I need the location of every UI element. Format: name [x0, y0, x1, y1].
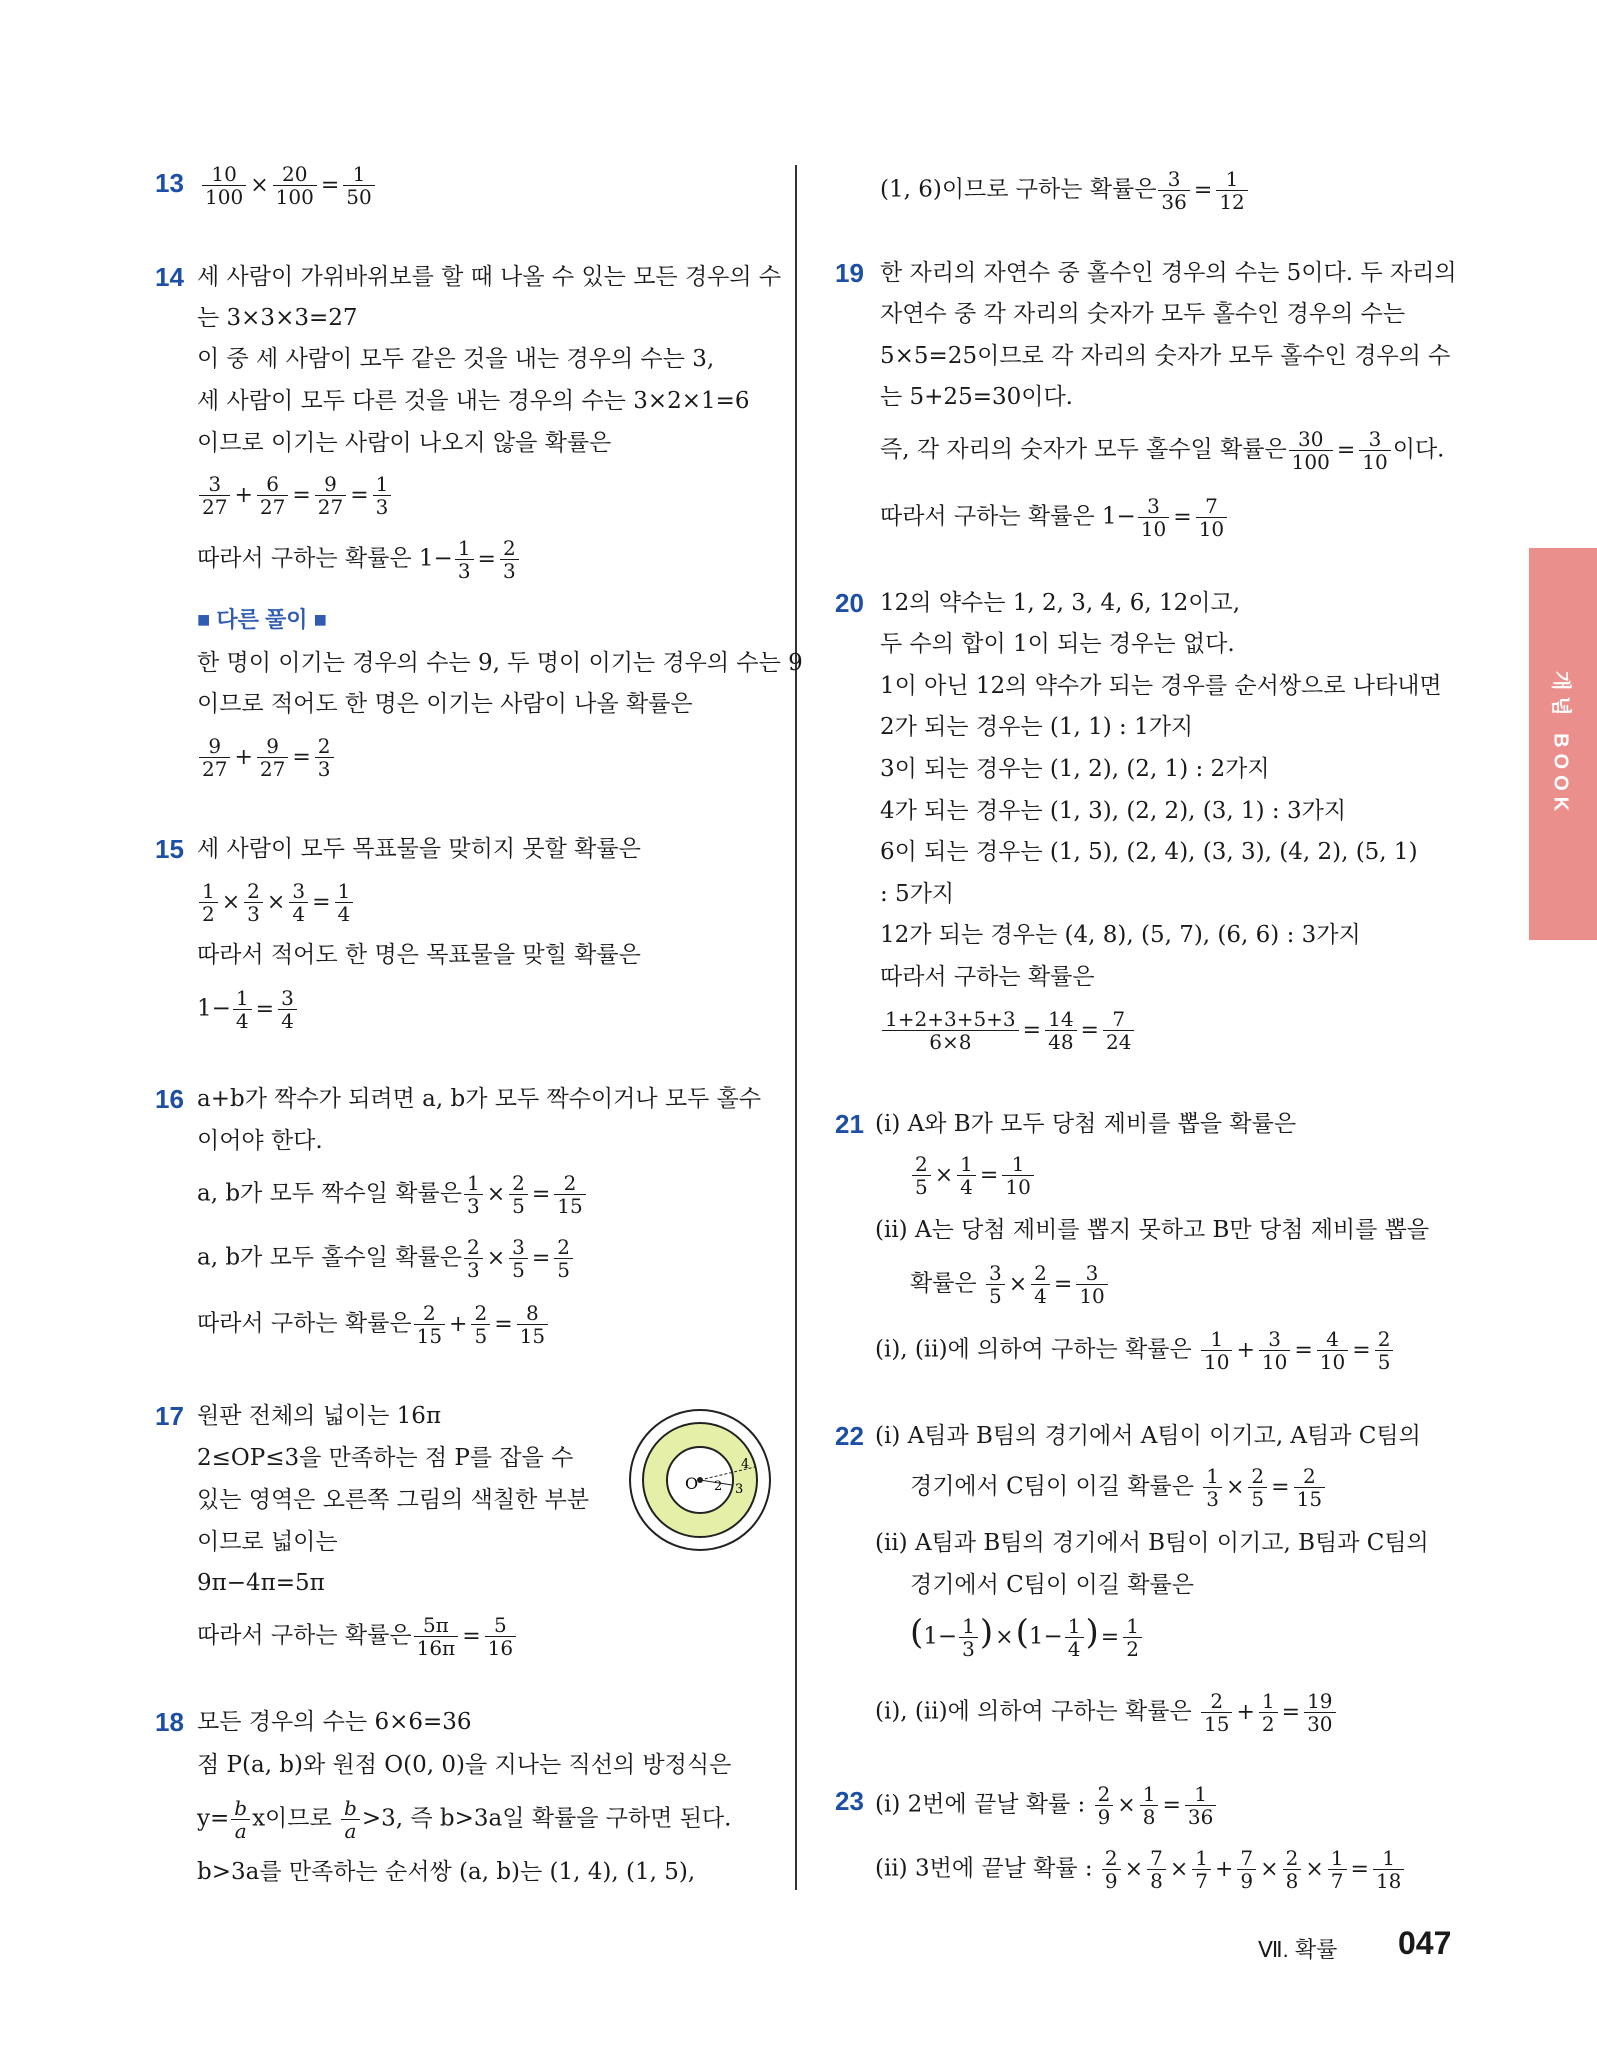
text-line: 1이 아닌 12의 약수가 되는 경우를 순서쌍으로 나타내면 [880, 673, 1442, 699]
equation: a, b가 모두 짝수일 확률은 $\frac{1}{3}$ × $\frac{2}{5}$ = $\frac{2}{15}$ [197, 1172, 588, 1217]
answer-13: $\frac{10}{100}$ × $\frac{20}{100}$ = $\frac{1}{50}$ [200, 163, 377, 208]
text-line: 한 자리의 자연수 중 홀수인 경우의 수는 5이다. 두 자리의 [880, 260, 1457, 286]
equation-text: 경기에서 C팀이 이길 확률은 [910, 1473, 1194, 1500]
text-line: (ⅰ) A팀과 B팀의 경기에서 A팀이 이기고, A팀과 C팀의 [875, 1423, 1421, 1449]
equation: $\frac{9}{27}$ + $\frac{9}{27}$ = $\frac{2}{3}$ [197, 735, 336, 780]
equation: 따라서 구하는 확률은 1− $\frac{3}{10}$ = $\frac{7}{10}$ [880, 495, 1229, 540]
equation-text: (1, 6)이므로 구하는 확률은 [880, 176, 1157, 203]
problem-number: 15 [155, 834, 184, 864]
text-line: 는 3×3×3=27 [197, 305, 358, 331]
equation: 경기에서 C팀이 이길 확률은 $\frac{1}{3}$ × $\frac{2}{5}$ = $\frac{2}{15}$ [910, 1465, 1327, 1510]
equation-text: a, b가 모두 홀수일 확률은 [197, 1244, 462, 1271]
problem-number: 14 [155, 262, 184, 292]
equation-text: (ⅰ) 2번에 끝날 확률 : [875, 1791, 1086, 1818]
text-line: (ⅱ) A는 당첨 제비를 뽑지 못하고 B만 당첨 제비를 뽑을 [875, 1217, 1430, 1243]
text-line: 두 수의 합이 1이 되는 경우는 없다. [880, 631, 1235, 657]
equation-text: 따라서 구하는 확률은 [197, 1622, 412, 1649]
equation-text: 따라서 구하는 확률은 1− [197, 545, 453, 572]
equation: (1, 6)이므로 구하는 확률은 $\frac{3}{36}$ = $\frac{1}{12}$ [880, 168, 1250, 213]
text-line: 원판 전체의 넓이는 16π [197, 1403, 442, 1429]
equation-text: 확률은 [910, 1270, 977, 1297]
equation: $\frac{2}{5}$ × $\frac{1}{4}$ = $\frac{1}{10}$ [910, 1153, 1036, 1198]
text-line: 경기에서 C팀이 이길 확률은 [910, 1572, 1194, 1598]
column-divider [795, 165, 797, 1890]
text-line: 이 중 세 사람이 모두 같은 것을 내는 경우의 수는 3, [197, 346, 715, 372]
text-line: b>3a를 만족하는 순서쌍 (a, b)는 (1, 4), (1, 5), [197, 1859, 696, 1885]
text-line: 이어야 한다. [197, 1128, 323, 1154]
text-line: 2≤OP≤3을 만족하는 점 P를 잡을 수 [197, 1445, 574, 1471]
section-tab-label: 개념 BOOK [1549, 670, 1572, 818]
equation: (ⅰ), (ⅱ)에 의하여 구하는 확률은 $\frac{2}{15}$ + $\frac{1}{2}$ = $\frac{19}{30}$ [875, 1690, 1338, 1735]
text-line: 12가 되는 경우는 (4, 8), (5, 7), (6, 6) : 3가지 [880, 922, 1361, 948]
text-line: 있는 영역은 오른쪽 그림의 색칠한 부분 [197, 1487, 590, 1513]
footer-section-label: Ⅶ. 확률 [1258, 1937, 1338, 1962]
radius-label-2: 2 [714, 1479, 723, 1494]
equation: 1− $\frac{1}{4}$ = $\frac{3}{4}$ [197, 987, 299, 1032]
equation: 즉, 각 자리의 숫자가 모두 홀수일 확률은 $\frac{30}{100}$ = $\frac{3}{10}$ 이다. [880, 427, 1445, 474]
text-line: 한 명이 이기는 경우의 수는 9, 두 명이 이기는 경우의 수는 9 [197, 650, 803, 676]
text-line: 9π−4π=5π [197, 1570, 325, 1596]
page-number: 047 [1398, 1925, 1452, 1961]
problem-number: 21 [835, 1109, 864, 1139]
text-line: 6이 되는 경우는 (1, 5), (2, 4), (3, 3), (4, 2), (5, 1) [880, 839, 1418, 865]
problem-number: 16 [155, 1084, 184, 1114]
radius-label-3: 3 [735, 1482, 744, 1497]
text-line: 따라서 구하는 확률은 [880, 964, 1095, 990]
problem-number: 23 [835, 1786, 864, 1816]
equation-text: (ⅰ), (ⅱ)에 의하여 구하는 확률은 [875, 1336, 1192, 1363]
equation: $\frac{3}{27}$ + $\frac{6}{27}$ = $\frac{9}{27}$ = $\frac{1}{3}$ [197, 473, 393, 518]
concentric-circles-figure [625, 1405, 775, 1555]
problem-number: 22 [835, 1421, 864, 1451]
equation: $\frac{1}{2}$ × $\frac{2}{3}$ × $\frac{3}{4}$ = $\frac{1}{4}$ [197, 880, 355, 925]
equation: (1− $\frac{1}{3}$ )×(1− $\frac{1}{4}$ )= $\frac{1}{2}$ [910, 1615, 1144, 1660]
equation-text: a, b가 모두 짝수일 확률은 [197, 1180, 462, 1207]
text-line: 4가 되는 경우는 (1, 3), (2, 2), (3, 1) : 3가지 [880, 798, 1347, 824]
equation-text: y= [197, 1805, 230, 1832]
text-line: 2가 되는 경우는 (1, 1) : 1가지 [880, 714, 1194, 740]
equation-text: 즉, 각 자리의 숫자가 모두 홀수일 확률은 [880, 436, 1287, 463]
problem-number: 18 [155, 1707, 184, 1737]
text-line: a+b가 짝수가 되려면 a, b가 모두 짝수이거나 모두 홀수 [197, 1086, 762, 1112]
radius-label-4: 4 [741, 1457, 750, 1472]
text-line: (ⅰ) A와 B가 모두 당첨 제비를 뽑을 확률은 [875, 1111, 1297, 1137]
text-line: : 5가지 [880, 881, 955, 907]
problem-number: 13 [155, 168, 184, 198]
right-column [835, 0, 1455, 2063]
equation-text: >3, 즉 b>3a일 확률을 구하면 된다. [361, 1805, 732, 1832]
text-line: 모든 경우의 수는 6×6=36 [197, 1709, 472, 1735]
text-line: 3이 되는 경우는 (1, 2), (2, 1) : 2가지 [880, 756, 1270, 782]
alternative-solution-heading: ■ 다른 풀이 ■ [197, 607, 327, 632]
text-line: 점 P(a, b)와 원점 O(0, 0)을 지나는 직선의 방정식은 [197, 1752, 732, 1778]
origin-label: O [685, 1474, 699, 1493]
equation: 따라서 구하는 확률은 $\frac{5\pi}{16\pi}$ = $\frac{5}{16}$ [197, 1614, 518, 1659]
equation: 따라서 구하는 확률은 $\frac{2}{15}$ + $\frac{2}{5}$ = $\frac{8}{15}$ [197, 1302, 550, 1347]
text-line: 는 5+25=30이다. [880, 384, 1073, 410]
equation: (ⅰ) 2번에 끝날 확률 : $\frac{2}{9}$ × $\frac{1}{8}$ = $\frac{1}{36}$ [875, 1783, 1218, 1828]
text-line: 12의 약수는 1, 2, 3, 4, 6, 12이고, [880, 590, 1241, 616]
equation-text: 따라서 구하는 확률은 [197, 1310, 412, 1337]
equation-text: (ⅰ), (ⅱ)에 의하여 구하는 확률은 [875, 1698, 1192, 1725]
equation: $\frac{1+2+3+5+3}{6\times 8}$ = $\frac{14}{48}$ = $\frac{7}{24}$ [880, 1008, 1136, 1053]
section-tab [1529, 548, 1597, 940]
equation-text: 이다. [1392, 436, 1445, 463]
text-line: 따라서 적어도 한 명은 목표물을 맞힐 확률은 [197, 942, 641, 968]
text-line: 세 사람이 가위바위보를 할 때 나올 수 있는 모든 경우의 수 [197, 264, 782, 290]
equation: 확률은 $\frac{3}{5}$ × $\frac{2}{4}$ = $\frac{3}{10}$ [910, 1262, 1110, 1307]
equation: 따라서 구하는 확률은 1− $\frac{1}{3}$ = $\frac{2}{3}$ [197, 537, 521, 582]
equation-text: x이므로 [252, 1805, 332, 1832]
problem-number: 19 [835, 258, 864, 288]
equation: a, b가 모두 홀수일 확률은 $\frac{2}{3}$ × $\frac{3}{5}$ = $\frac{2}{5}$ [197, 1236, 575, 1281]
text-line: 세 사람이 모두 다른 것을 내는 경우의 수는 3×2×1=6 [197, 388, 750, 414]
text-line: 이므로 이기는 사람이 나오지 않을 확률은 [197, 430, 612, 456]
equation: (ⅱ) 3번에 끝날 확률 : $\frac{2}{9}$ × $\frac{7}{8}$ × $\frac{1}{7}$ + $\frac{7}{9}$ × $\frac{2}{8}$ × $\frac{1}{7}$ = $\frac{1}{18}$ [875, 1847, 1406, 1892]
equation-text: 따라서 구하는 확률은 1− [880, 503, 1136, 530]
left-column [155, 0, 803, 2063]
text-line: 이므로 적어도 한 명은 이기는 사람이 나올 확률은 [197, 691, 693, 717]
text-line: 세 사람이 모두 목표물을 맞히지 못할 확률은 [197, 836, 641, 862]
equation-text: (ⅱ) 3번에 끝날 확률 : [875, 1855, 1093, 1882]
text-line: 이므로 넓이는 [197, 1529, 338, 1555]
text-line: 자연수 중 각 자리의 숫자가 모두 홀수인 경우의 수는 [880, 301, 1406, 327]
equation: (ⅰ), (ⅱ)에 의하여 구하는 확률은 $\frac{1}{10}$ + $\frac{3}{10}$ = $\frac{4}{10}$ = $\frac{2}{5}$ [875, 1328, 1395, 1373]
problem-number: 17 [155, 1401, 184, 1431]
equation: y= $\frac{b}{a}$ x이므로 $\frac{b}{a}$ >3, 즉 b>3a일 확률을 구하면 된다. [197, 1796, 732, 1843]
text-line: (ⅱ) A팀과 B팀의 경기에서 B팀이 이기고, B팀과 C팀의 [875, 1530, 1429, 1556]
problem-number: 20 [835, 588, 864, 618]
text-line: 5×5=25이므로 각 자리의 숫자가 모두 홀수인 경우의 수 [880, 343, 1451, 369]
